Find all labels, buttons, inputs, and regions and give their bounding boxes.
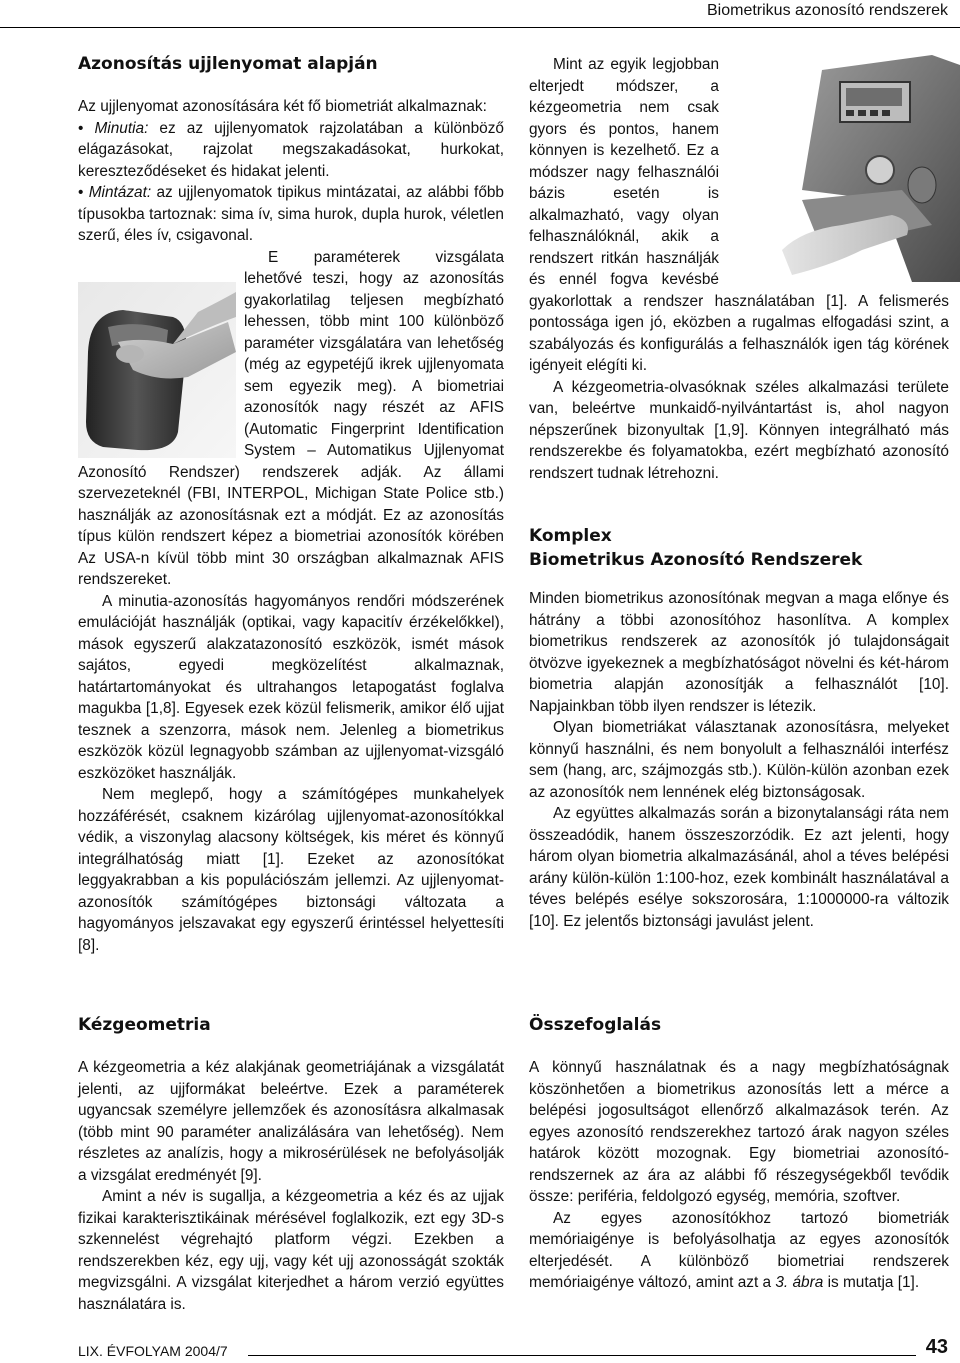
summary-paragraph-1: A könnyű használatnak és a nagy megbízhatóságnak köszönhetően a biometrikus azonosítás lett a mérce a belépési jogosultságot ellenőrző alkalmazások terén. Az egyes azonosító rendszerekhez tartozó árak nagyon széles határok között mozognak. Egy biometriai azonosító-rendszernek az ára az alábbi fő részegységekből tevődik össze: periféria, feldolgozó egység, memória, szoftver. (529, 1059, 949, 1205)
fingerprint-intro: Az ujjlenyomat azonosítására két fő biometriát alkalmaznak: (78, 98, 487, 115)
fingerprint-paragraph-2: A minutia-azonosítás hagyományos rendőri módszerének emulációját használják (optikai, vagy kapacitív érzékelőkkel), mások egyszerű alakzatazonosító eszközök, ismét mások sajátos, egyedi megközelítést alkalmaznak, határtartományokat és ultrahangos letapogatást foglalva magukba [1,8]. Egyesek ezek közül felismerik, amikor élő ujjat tesznek a szenzorra, mások nem. Jelenleg a biometrikus eszközök közül legnagyobb számban az ujjlenyomat-vizsgáló eszközöket használják. (78, 592, 504, 782)
section-title-fingerprint: Azonosítás ujjlenyomat alapján (78, 54, 378, 74)
bullet-minutia-text: ez az ujjlenyomatok rajzolatában a különböző elágazásokat, rajzolat megszakadásokat, hurkokat, kereszteződéseket és hidakat jelenti. (78, 119, 504, 180)
complex-paragraph-2: Olyan biometriákat választanak azonosításra, melyeket könnyű használni, és nem bonyolult a felhasználói interfész sem (hang, arc, szájmozgás stb.). Külön-külön azonban ezek az azonosítók nem lennének elég biztonságosak. (529, 719, 949, 801)
running-header: Biometrikus azonosító rendszerek (707, 2, 948, 19)
image-float-spacer (78, 247, 244, 441)
fingerprint-paragraph-1: E paraméterek vizsgálata lehetővé teszi, hogy az azonosítás gyakorlatilag teljesen megbízható lehessen, több mint 100 különböző paraméter vizsgálatára van lehetőség (még az egypetéjű ikrek ujjlenyomata sem egyezik meg). A biometriai azonosítók nagy részét az AFIS (Automatic Fingerprint Identification System – Automatikus Ujjlenyomat Azonosító Rendszer) rendszerek adják. Az állami szervezeteknél (FBI, INTERPOL, Michigan State Police stb.) használják az azonosításnak ezt a módját. Ez az azonosítás típus külön rendszert képez a biometriai azonosítók körében Az USA-n kívül több mint 30 országban alkalmaznak AFIS rendszereket. (78, 248, 504, 588)
section-title-summary: Összefoglalás (529, 1015, 662, 1035)
fingerprint-paragraph-3: Nem meglepő, hogy a számítógépes munkahelyek hozzáférését, csaknem kizárólag ujjlenyomat-azonosítókkal védik, a viszonylag alacsony költségek, kis méret és könnyű integrálhatóság miatt [1]. Ezeket az azonosítókat leggyakrabban a kis populációszám jellemzi. Az ujjlenyomat-azonosítók számítógépes biztonsági változata a hagyományos jelszavakat egy egyszerű érintéssel helyettesíti [8]. (78, 786, 504, 954)
section-hand-geometry (78, 1013, 504, 1315)
summary-p2-a: Az egyes azonosítókhoz tartozó biometriák memóriaigénye is befolyásolhatja az egyes azonosítók elterjedését. A különböző biometriai rendszerek memóriaigénye változó, amint azt a (529, 1209, 949, 1291)
section-complex (529, 524, 949, 932)
bullet-mintazat-term: Mintázat: (88, 184, 152, 201)
bullet-minutia-term: Minutia: (94, 119, 149, 137)
header-rule (0, 27, 960, 28)
complex-paragraph-3: Az együttes alkalmazás során a bizonytalansági ráta nem összeadódik, hanem összeszorzódik. Ez azt jelenti, hogy három olyan biometria alkalmazásánál, ahol a téves belépési arány külön-külön 1:100-hoz, ezek kombinált használatával a téves belépés esélye sokszorosára, 1:1000000-ra változik [10]. Ez jelentős biztonsági javulást jelent. (529, 805, 949, 930)
journal-issue: LIX. ÉVFOLYAM 2004/7 (78, 1343, 228, 1359)
hand-geometry-cont-paragraph-2: A kézgeometria-olvasóknak széles alkalmazási területe van, beleértve munkaidő-nyilvántartást is, ahol nagyon népszerűnek bizonyultak [1,9]. Könnyen integrálható más rendszerekbe és folyamatokba, ezért megbízható azonosító rendszert tudnak létrehozni. (529, 378, 949, 482)
hand-geometry-paragraph-1: A kézgeometria a kéz alakjának geometriájának a vizsgálatát jelenti, az ujjformákat beleértve. Ezek a paraméterek ugyancsak személyre jellemzőek és azonosításra alkalmasak (több mint 90 paraméter analizálására van lehetőség). Nem részletes az analízis, hogy a mikrosérülések ne befolyásolják a vizsgálat eredményét [9]. (78, 1059, 504, 1184)
bullet-mintazat-text: az ujjlenyomatok tipikus mintázatai, az alábbi főbb típusokba tartoznak: sima ív, sima hurok, dupla hurok, véletlen szerű, éles ív, csigavonal. (78, 184, 504, 244)
hand-geometry-cont-paragraph-1: Mint az egyik legjobban elterjedt módszer, a kézgeometria nem csak gyors és pontos, hanem könnyen is kezelhető. Ez a módszer nagy felhasználói bázis esetén is alkalmazható, vagy olyan felhasználóknál, akik a rendszert ritkán használják és ennél fogva kevésbé gyakorlottak a rendszer használatában [1]. A felismerés pontossága igen jó, eközben a rugalmas elfogadási szint, a szabályozás és konfigurálás a felhasználók igen tág körének igényeit elégíti ki. (529, 56, 949, 374)
bullet-mintazat: • Mintázat: az ujjlenyomatok tipikus mintázatai, az alábbi főbb típusokba tartoznak: sima ív, sima hurok, dupla hurok, véletlen szerű, éles ív, csigavonal. (78, 184, 504, 244)
section-hand-geometry-continued (529, 54, 949, 484)
summary-paragraph-2 (529, 1208, 949, 1294)
complex-paragraph-1: Minden biometrikus azonosítónak megvan a maga előnye és hátrány a többi azonosítóhoz hasonlítva. A komplex biometrikus rendszerek az azonosítók jó tulajdonságait ötvözve igyekeznek a megbízhatóságot növelni és két-három biometria alapján azonosítják a felhasználót [10]. Napjainkban több ilyen rendszer is létezik. (529, 590, 949, 715)
section-title-complex-1: Komplex (529, 526, 612, 546)
summary-p2-b: is mutatja [1]. (823, 1274, 920, 1291)
figure-reference: 3. ábra (775, 1274, 824, 1291)
image-float-spacer-right (719, 54, 949, 280)
section-title-hand-geometry: Kézgeometria (78, 1015, 211, 1035)
section-title-complex-2: Biometrikus Azonosító Rendszerek (529, 550, 863, 570)
section-fingerprint (78, 52, 504, 956)
page-number: 43 (925, 1336, 948, 1358)
hand-geometry-paragraph-2: Amint a név is sugallja, a kézgeometria a kéz és az ujjak fizikai karakterisztikáinak mérésével foglalkozik, ezt egy 3D-s szkennelést végrehajtó platform végzi. Ezekben a rendszerekben kéz, egy ujj, vagy két ujj azonosságát szokták megvizsgálni. A vizsgálat kiterjedhet a három verzió együttes használatára is. (78, 1188, 504, 1313)
section-summary (529, 1013, 949, 1294)
footer-rule (248, 1355, 916, 1356)
bullet-minutia: • Minutia: ez az ujjlenyomatok rajzolatában a különböző elágazásokat, rajzolat megszakadásokat, hurkokat, kereszteződéseket és hidakat jelenti. (78, 119, 504, 180)
